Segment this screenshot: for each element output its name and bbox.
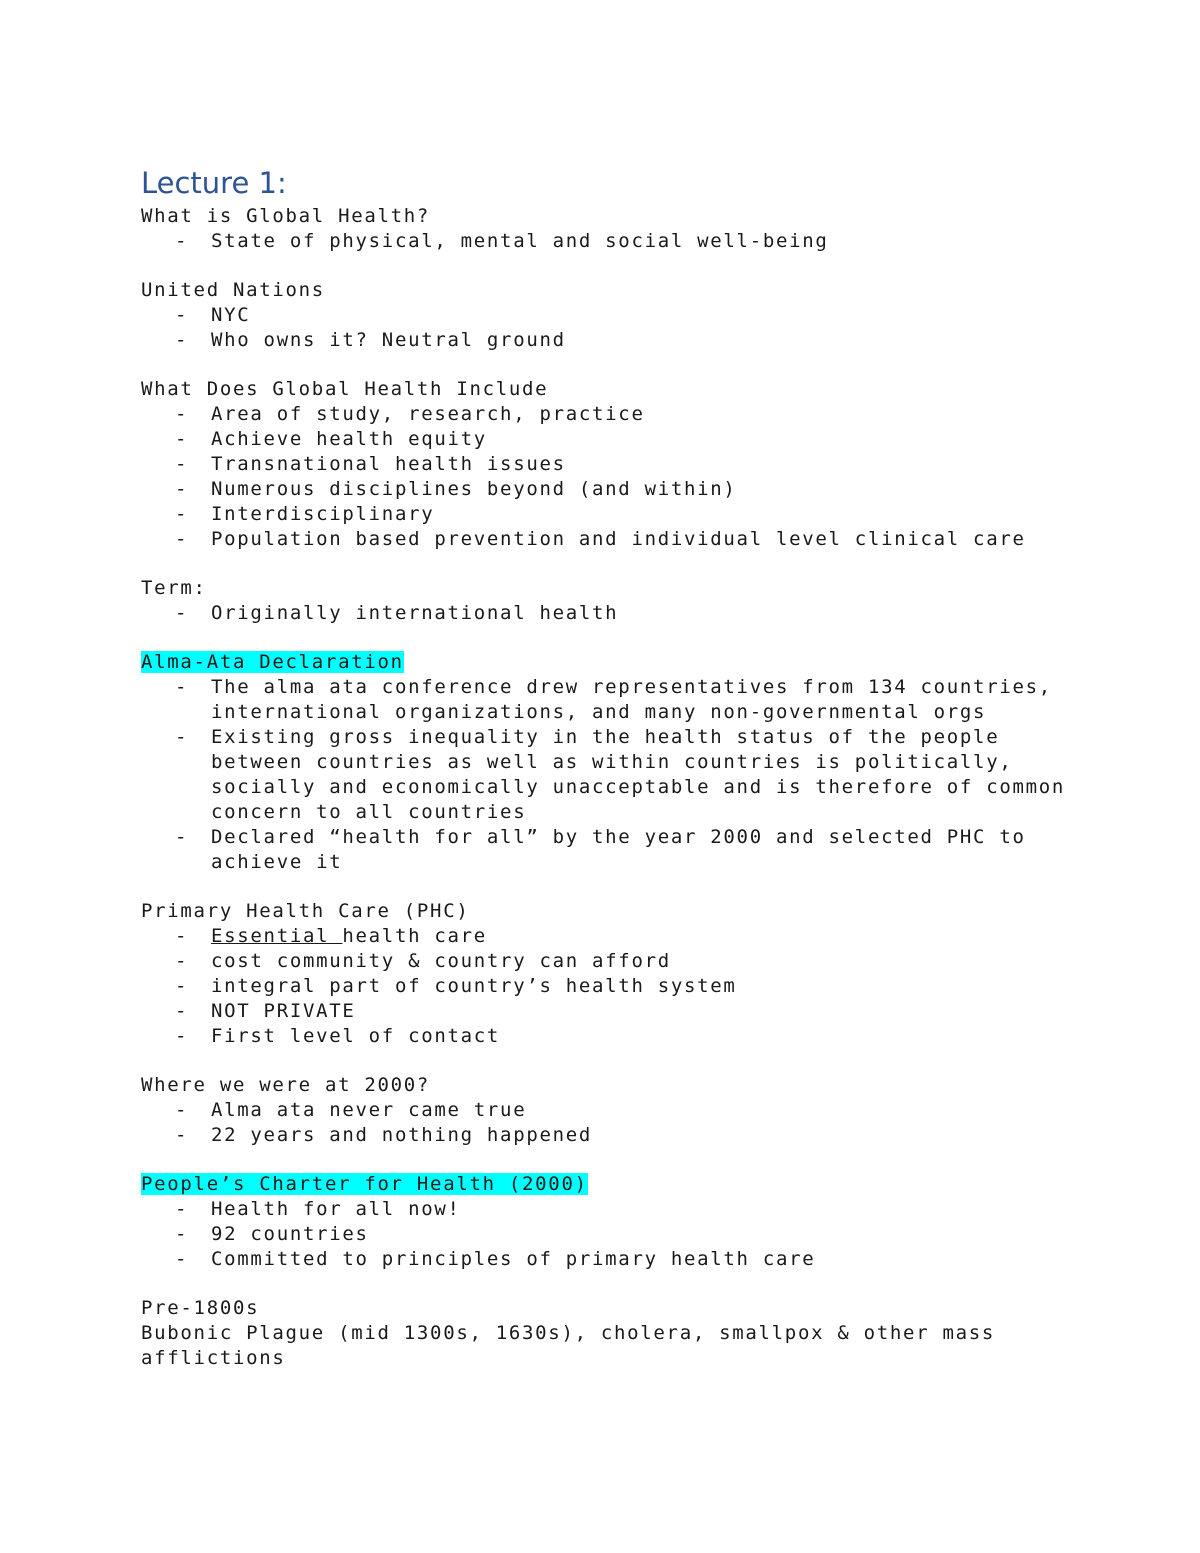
list-item xyxy=(141,949,1101,974)
list-item-text: Who owns it? Neutral ground xyxy=(211,329,566,351)
list-item xyxy=(141,229,1101,254)
bullet-list xyxy=(141,1197,1101,1272)
bullet-list xyxy=(141,229,1101,254)
bullet-dash: - xyxy=(175,478,189,500)
list-item-text: Existing gross inequality in the health status of the people between countries as well as within countries is politically, socially and economically unacceptable and is therefore of common concern to all countries xyxy=(211,726,1066,823)
bullet-dash: - xyxy=(175,676,189,698)
list-item xyxy=(141,1024,1101,1049)
list-item xyxy=(141,974,1101,999)
list-item-text: integral part of country’s health system xyxy=(211,975,737,997)
list-item-text: cost community & country can afford xyxy=(211,950,671,972)
bullet-list xyxy=(141,303,1101,353)
section-united-nations xyxy=(141,278,1101,353)
bullet-list xyxy=(141,402,1101,552)
list-item-text: 22 years and nothing happened xyxy=(211,1124,593,1146)
section-heading: Where we were at 2000? xyxy=(141,1074,431,1096)
section-heading-highlighted xyxy=(141,650,1101,675)
highlighted-text: Alma-Ata Declaration xyxy=(141,651,404,673)
bullet-dash: - xyxy=(175,1198,189,1220)
section-where-at-2000 xyxy=(141,1073,1101,1148)
bullet-dash: - xyxy=(175,726,189,748)
section-heading: Term: xyxy=(141,577,207,599)
bullet-dash: - xyxy=(175,826,189,848)
list-item xyxy=(141,303,1101,328)
list-item-text: Numerous disciplines beyond (and within) xyxy=(211,478,737,500)
bullet-dash: - xyxy=(175,925,189,947)
list-item-text: Committed to principles of primary health care xyxy=(211,1248,816,1270)
section-heading-highlighted xyxy=(141,1172,1101,1197)
section-heading: What is Global Health? xyxy=(141,205,431,227)
bullet-dash: - xyxy=(175,403,189,425)
highlighted-text: People’s Charter for Health (2000) xyxy=(141,1173,588,1195)
list-item-text: Population based prevention and individual level clinical care xyxy=(211,528,1026,550)
section-peoples-charter xyxy=(141,1172,1101,1272)
list-item-text: NYC xyxy=(211,304,251,326)
bullet-dash: - xyxy=(175,1000,189,1022)
bullet-dash: - xyxy=(175,1124,189,1146)
bullet-dash: - xyxy=(175,329,189,351)
list-item-text: State of physical, mental and social well-being xyxy=(211,230,829,252)
bullet-dash: - xyxy=(175,304,189,326)
list-item xyxy=(141,725,1101,825)
section-alma-ata xyxy=(141,650,1101,875)
list-item-text: Achieve health equity xyxy=(211,428,487,450)
section-heading: Primary Health Care (PHC) xyxy=(141,900,470,922)
list-item-text xyxy=(211,924,1071,949)
bullet-dash: - xyxy=(175,602,189,624)
list-item xyxy=(141,402,1101,427)
list-item xyxy=(141,1123,1101,1148)
list-item xyxy=(141,675,1101,725)
list-item xyxy=(141,1098,1101,1123)
document-page xyxy=(141,162,1101,1371)
bullet-dash: - xyxy=(175,453,189,475)
list-item xyxy=(141,527,1101,552)
list-item xyxy=(141,1197,1101,1222)
bullet-dash: - xyxy=(175,1223,189,1245)
list-item xyxy=(141,1247,1101,1272)
paragraph-text: Bubonic Plague (mid 1300s, 1630s), cholera, smallpox & other mass afflictions xyxy=(141,1322,996,1369)
page-title: Lecture 1: xyxy=(141,166,287,200)
section-heading: United Nations xyxy=(141,279,325,301)
list-item-text-rest: health care xyxy=(342,925,487,947)
list-item xyxy=(141,502,1101,527)
list-item xyxy=(141,427,1101,452)
bullet-list xyxy=(141,675,1101,875)
section-global-health-includes xyxy=(141,377,1101,552)
bullet-dash: - xyxy=(175,230,189,252)
list-item xyxy=(141,477,1101,502)
bullet-dash: - xyxy=(175,950,189,972)
list-item xyxy=(141,999,1101,1024)
list-item-text: First level of contact xyxy=(211,1025,501,1047)
list-item-text: Originally international health xyxy=(211,602,619,624)
bullet-dash: - xyxy=(175,528,189,550)
list-item-text: Interdisciplinary xyxy=(211,503,435,525)
bullet-dash: - xyxy=(175,428,189,450)
bullet-dash: - xyxy=(175,975,189,997)
bullet-dash: - xyxy=(175,503,189,525)
list-item xyxy=(141,328,1101,353)
list-item xyxy=(141,924,1101,949)
list-item xyxy=(141,452,1101,477)
list-item xyxy=(141,825,1101,875)
list-item xyxy=(141,601,1101,626)
list-item-text: Alma ata never came true xyxy=(211,1099,527,1121)
section-primary-health-care xyxy=(141,899,1101,1049)
section-heading: What Does Global Health Include xyxy=(141,378,549,400)
bullet-list xyxy=(141,1098,1101,1148)
list-item-text: The alma ata conference drew representatives from 134 countries, international organizations, and many non-governmental orgs xyxy=(211,676,1052,723)
list-item-text: Transnational health issues xyxy=(211,453,566,475)
section-what-is-global-health xyxy=(141,204,1101,254)
list-item-text: Declared “health for all” by the year 2000 and selected PHC to achieve it xyxy=(211,826,1026,873)
list-item-text: NOT PRIVATE xyxy=(211,1000,356,1022)
list-item-text: 92 countries xyxy=(211,1223,369,1245)
bullet-list xyxy=(141,924,1101,1049)
underlined-text: Essential xyxy=(211,925,343,947)
bullet-list xyxy=(141,601,1101,626)
bullet-dash: - xyxy=(175,1248,189,1270)
bullet-dash: - xyxy=(175,1025,189,1047)
section-term xyxy=(141,576,1101,626)
list-item-text: Health for all now! xyxy=(211,1198,461,1220)
section-pre-1800s xyxy=(141,1296,1101,1371)
list-item-text: Area of study, research, practice xyxy=(211,403,645,425)
section-heading: Pre-1800s xyxy=(141,1297,260,1319)
list-item xyxy=(141,1222,1101,1247)
bullet-dash: - xyxy=(175,1099,189,1121)
